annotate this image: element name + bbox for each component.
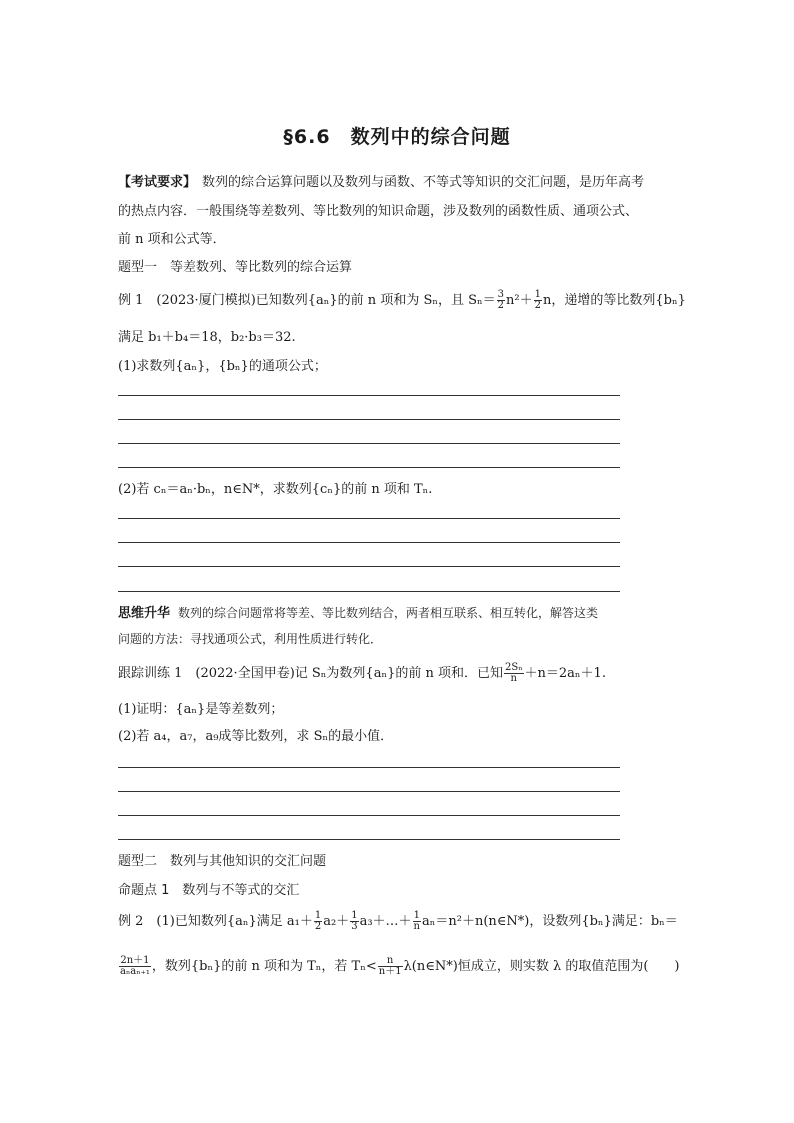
answer-line[interactable] [118,467,620,468]
page-title: §6.6 数列中的综合问题 [283,126,511,148]
exam-requirement-line3: 前 n 项和公式等． [118,232,226,247]
fraction: $\frac{1}{n}$ [413,910,420,932]
answer-line[interactable] [118,443,620,444]
exam-requirement-line2: 的热点内容．一般围绕等差数列、等比数列的知识命题，涉及数列的函数性质、通项公式、 [118,204,639,219]
fraction: $\frac{n}{n+1}$ [378,955,402,977]
example1-line2: 满足 b₁＋b₄＝18，b₂·b₃＝32. [118,330,296,345]
example2-line2: $\frac{2n+1}{\text{aₙaₙ₊₁}}$ ，数列{bₙ}的前 n 项和为 Tₙ，若 Tₙ< $\frac{n}{n+1}$ λ(n∈N*)恒成立，则实数 λ 的取值范围为( ) [120,955,680,977]
fraction: $\frac{1}{2}$ [314,910,322,932]
example1-question1: (1)求数列{aₙ}，{bₙ}的通项公式； [118,359,327,374]
example2-line1: 例 2 (1)已知数列{aₙ}满足 a₁＋ $\frac{1}{2}$ a₂＋ $\frac{1}{3}$ a₃＋…＋ $\frac{1}{n}$ aₙ＝n²＋n(n∈N*)，设数列{bₙ}满足：bₙ＝ [118,910,678,932]
track1-question2: (2)若 a₄，a₇，a₉成等比数列，求 Sₙ的最小值． [118,729,394,744]
fraction: $\frac{\text{2Sₙ}}{n}$ [504,662,523,684]
fraction: $\frac{1}{2}$ [534,289,541,311]
example1-line1: 例 1 (2023·厦门模拟)已知数列{aₙ}的前 n 项和为 Sₙ，且 Sₙ＝ $\frac{3}{2}$ n²＋ $\frac{1}{2}$ n，递增的等比数列{bₙ} [118,289,686,311]
fraction: $\frac{2n+1}{\text{aₙaₙ₊₁}}$ [120,955,150,977]
track1-question1: (1)证明：{aₙ}是等差数列； [118,702,284,717]
track1-line1: 跟踪训练 1 (2022·全国甲卷)记 Sₙ为数列{aₙ}的前 n 项和．已知 $\frac{\text{2Sₙ}}{n}$ ＋n＝2aₙ＋1. [118,662,606,684]
answer-line[interactable] [118,518,620,519]
answer-line[interactable] [118,791,620,792]
answer-line[interactable] [118,542,620,543]
fraction: $\frac{1}{3}$ [351,910,358,932]
exam-requirement-label: 【考试要求】 [118,175,197,190]
answer-line[interactable] [118,395,620,396]
answer-line[interactable] [118,815,620,816]
answer-line[interactable] [118,566,620,567]
example1-question2: (2)若 cₙ＝aₙ·bₙ，n∈N*，求数列{cₙ}的前 n 项和 Tₙ. [118,482,433,497]
answer-line[interactable] [118,419,620,420]
answer-line[interactable] [118,591,620,592]
answer-line[interactable] [118,839,620,840]
answer-line[interactable] [118,767,620,768]
point1-heading: 命题点 1 数列与不等式的交汇 [118,883,300,898]
type2-heading: 题型二 数列与其他知识的交汇问题 [118,854,327,869]
thinking-line2: 问题的方法：寻找通项公式，利用性质进行转化． [118,632,383,646]
thinking-line1: 思维升华 数列的综合问题常将等差、等比数列结合，两者相互联系、相互转化，解答这类 [118,606,599,621]
type1-heading: 题型一 等差数列、等比数列的综合运算 [118,260,353,275]
exam-requirement-line1: 【考试要求】 数列的综合运算问题以及数列与函数、不等式等知识的交汇问题，是历年高考 [118,175,645,190]
thinking-label: 思维升华 [118,606,171,621]
fraction: $\frac{3}{2}$ [497,289,505,311]
